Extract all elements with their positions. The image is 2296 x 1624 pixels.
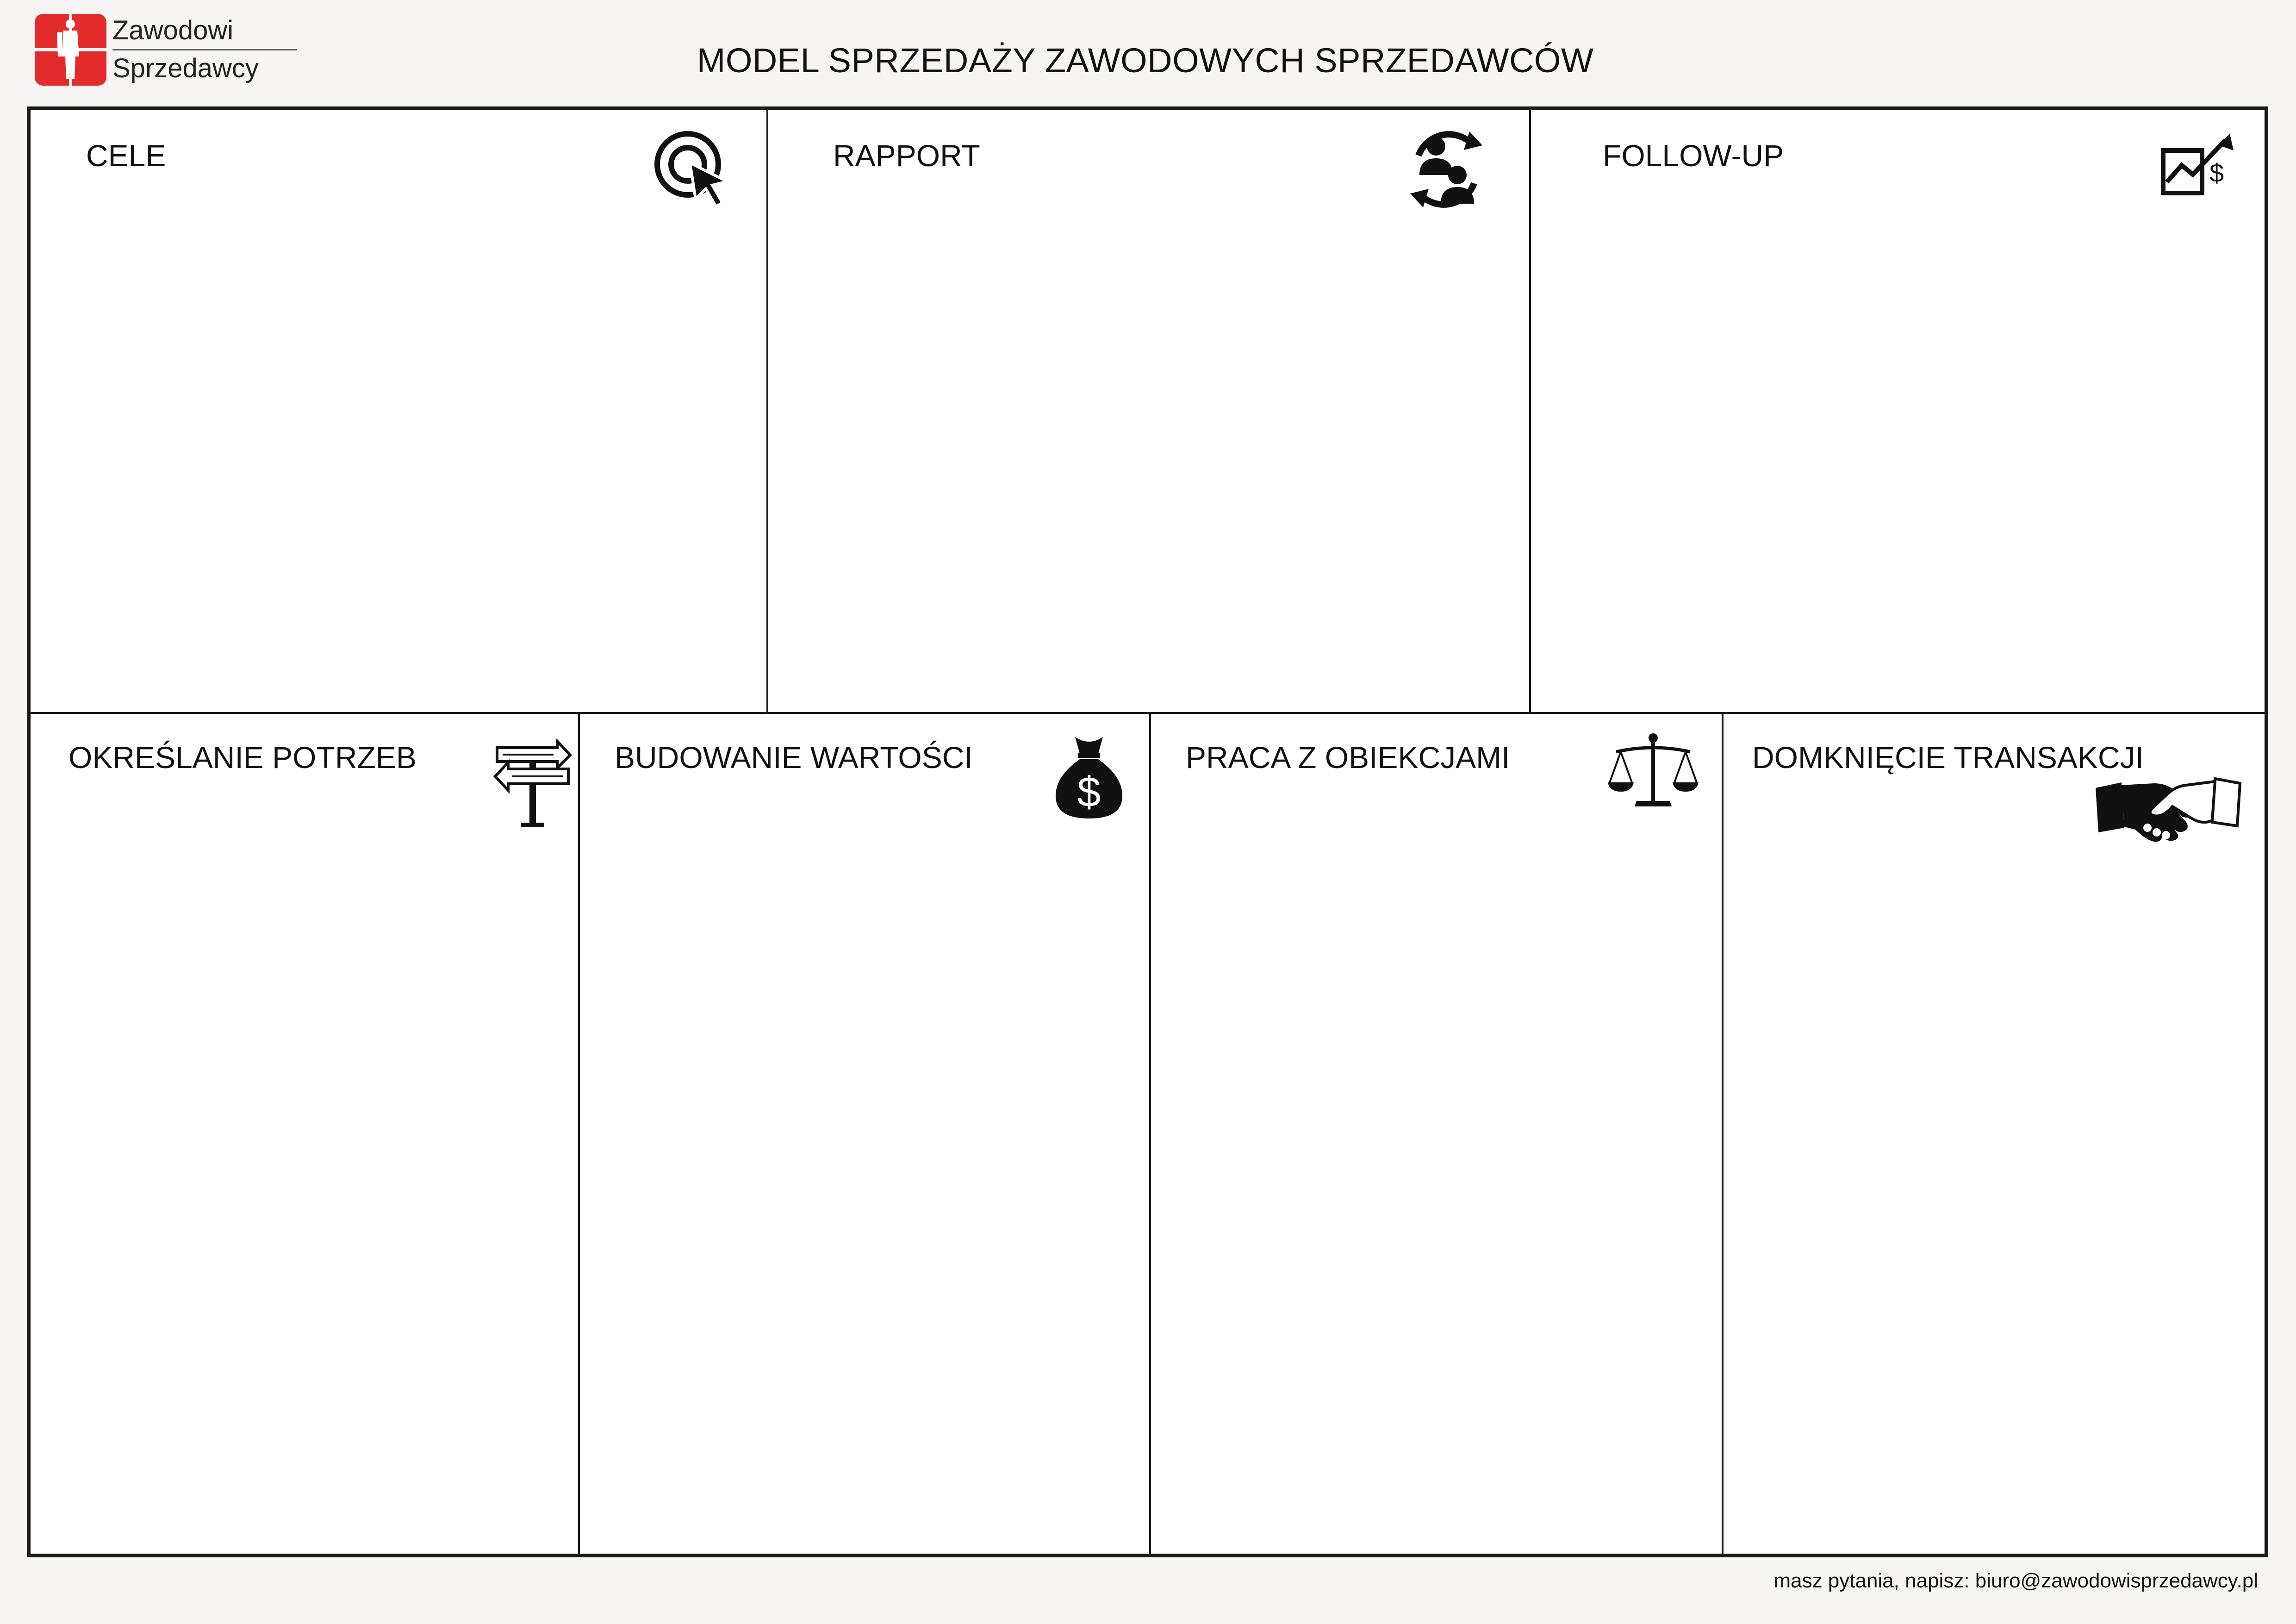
section-budowanie-label: BUDOWANIE WARTOŚCI xyxy=(615,740,973,775)
logo-line-2: Sprzedawcy xyxy=(112,53,259,83)
signpost-icon xyxy=(493,739,572,827)
section-budowanie-wartosci[interactable] xyxy=(580,714,1149,1554)
follow-up-dollar: $ xyxy=(2209,158,2224,187)
section-domkniecie-transakcji[interactable] xyxy=(1724,714,2265,1554)
section-domkniecie-label: DOMKNIĘCIE TRANSAKCJI xyxy=(1752,740,2144,775)
section-cele-label: CELE xyxy=(86,138,166,173)
money-bag-dollar: $ xyxy=(1077,768,1101,816)
section-praca-label: PRACA Z OBIEKCJAMI xyxy=(1186,740,1510,775)
section-praca-z-obiekcjami[interactable] xyxy=(1151,714,1722,1554)
section-okreslanie-potrzeb[interactable] xyxy=(31,714,578,1554)
scales-icon xyxy=(1607,731,1699,810)
target-cursor-icon xyxy=(653,130,732,208)
section-cele[interactable] xyxy=(31,110,766,712)
section-follow-up-label: FOLLOW-UP xyxy=(1603,138,1784,173)
page-title-text: MODEL SPRZEDAŻY ZAWODOWYCH SPRZEDAWCÓW xyxy=(697,41,1594,80)
section-okreslanie-label: OKREŚLANIE POTRZEB xyxy=(68,740,417,775)
section-follow-up[interactable] xyxy=(1531,110,2265,712)
logo-line-1: Zawodowi xyxy=(112,15,234,45)
growth-chart-dollar-icon xyxy=(2160,131,2239,200)
page-title xyxy=(0,41,2296,80)
handshake-icon xyxy=(2094,774,2242,843)
money-bag-icon xyxy=(1052,732,1126,820)
section-rapport[interactable] xyxy=(768,110,1529,712)
people-cycle-icon xyxy=(1400,123,1493,216)
section-rapport-label: RAPPORT xyxy=(833,138,980,173)
contact-footer: masz pytania, napisz: biuro@zawodowisprzedawcy.pl xyxy=(1773,1569,2258,1592)
sales-model-board xyxy=(27,106,2268,1557)
